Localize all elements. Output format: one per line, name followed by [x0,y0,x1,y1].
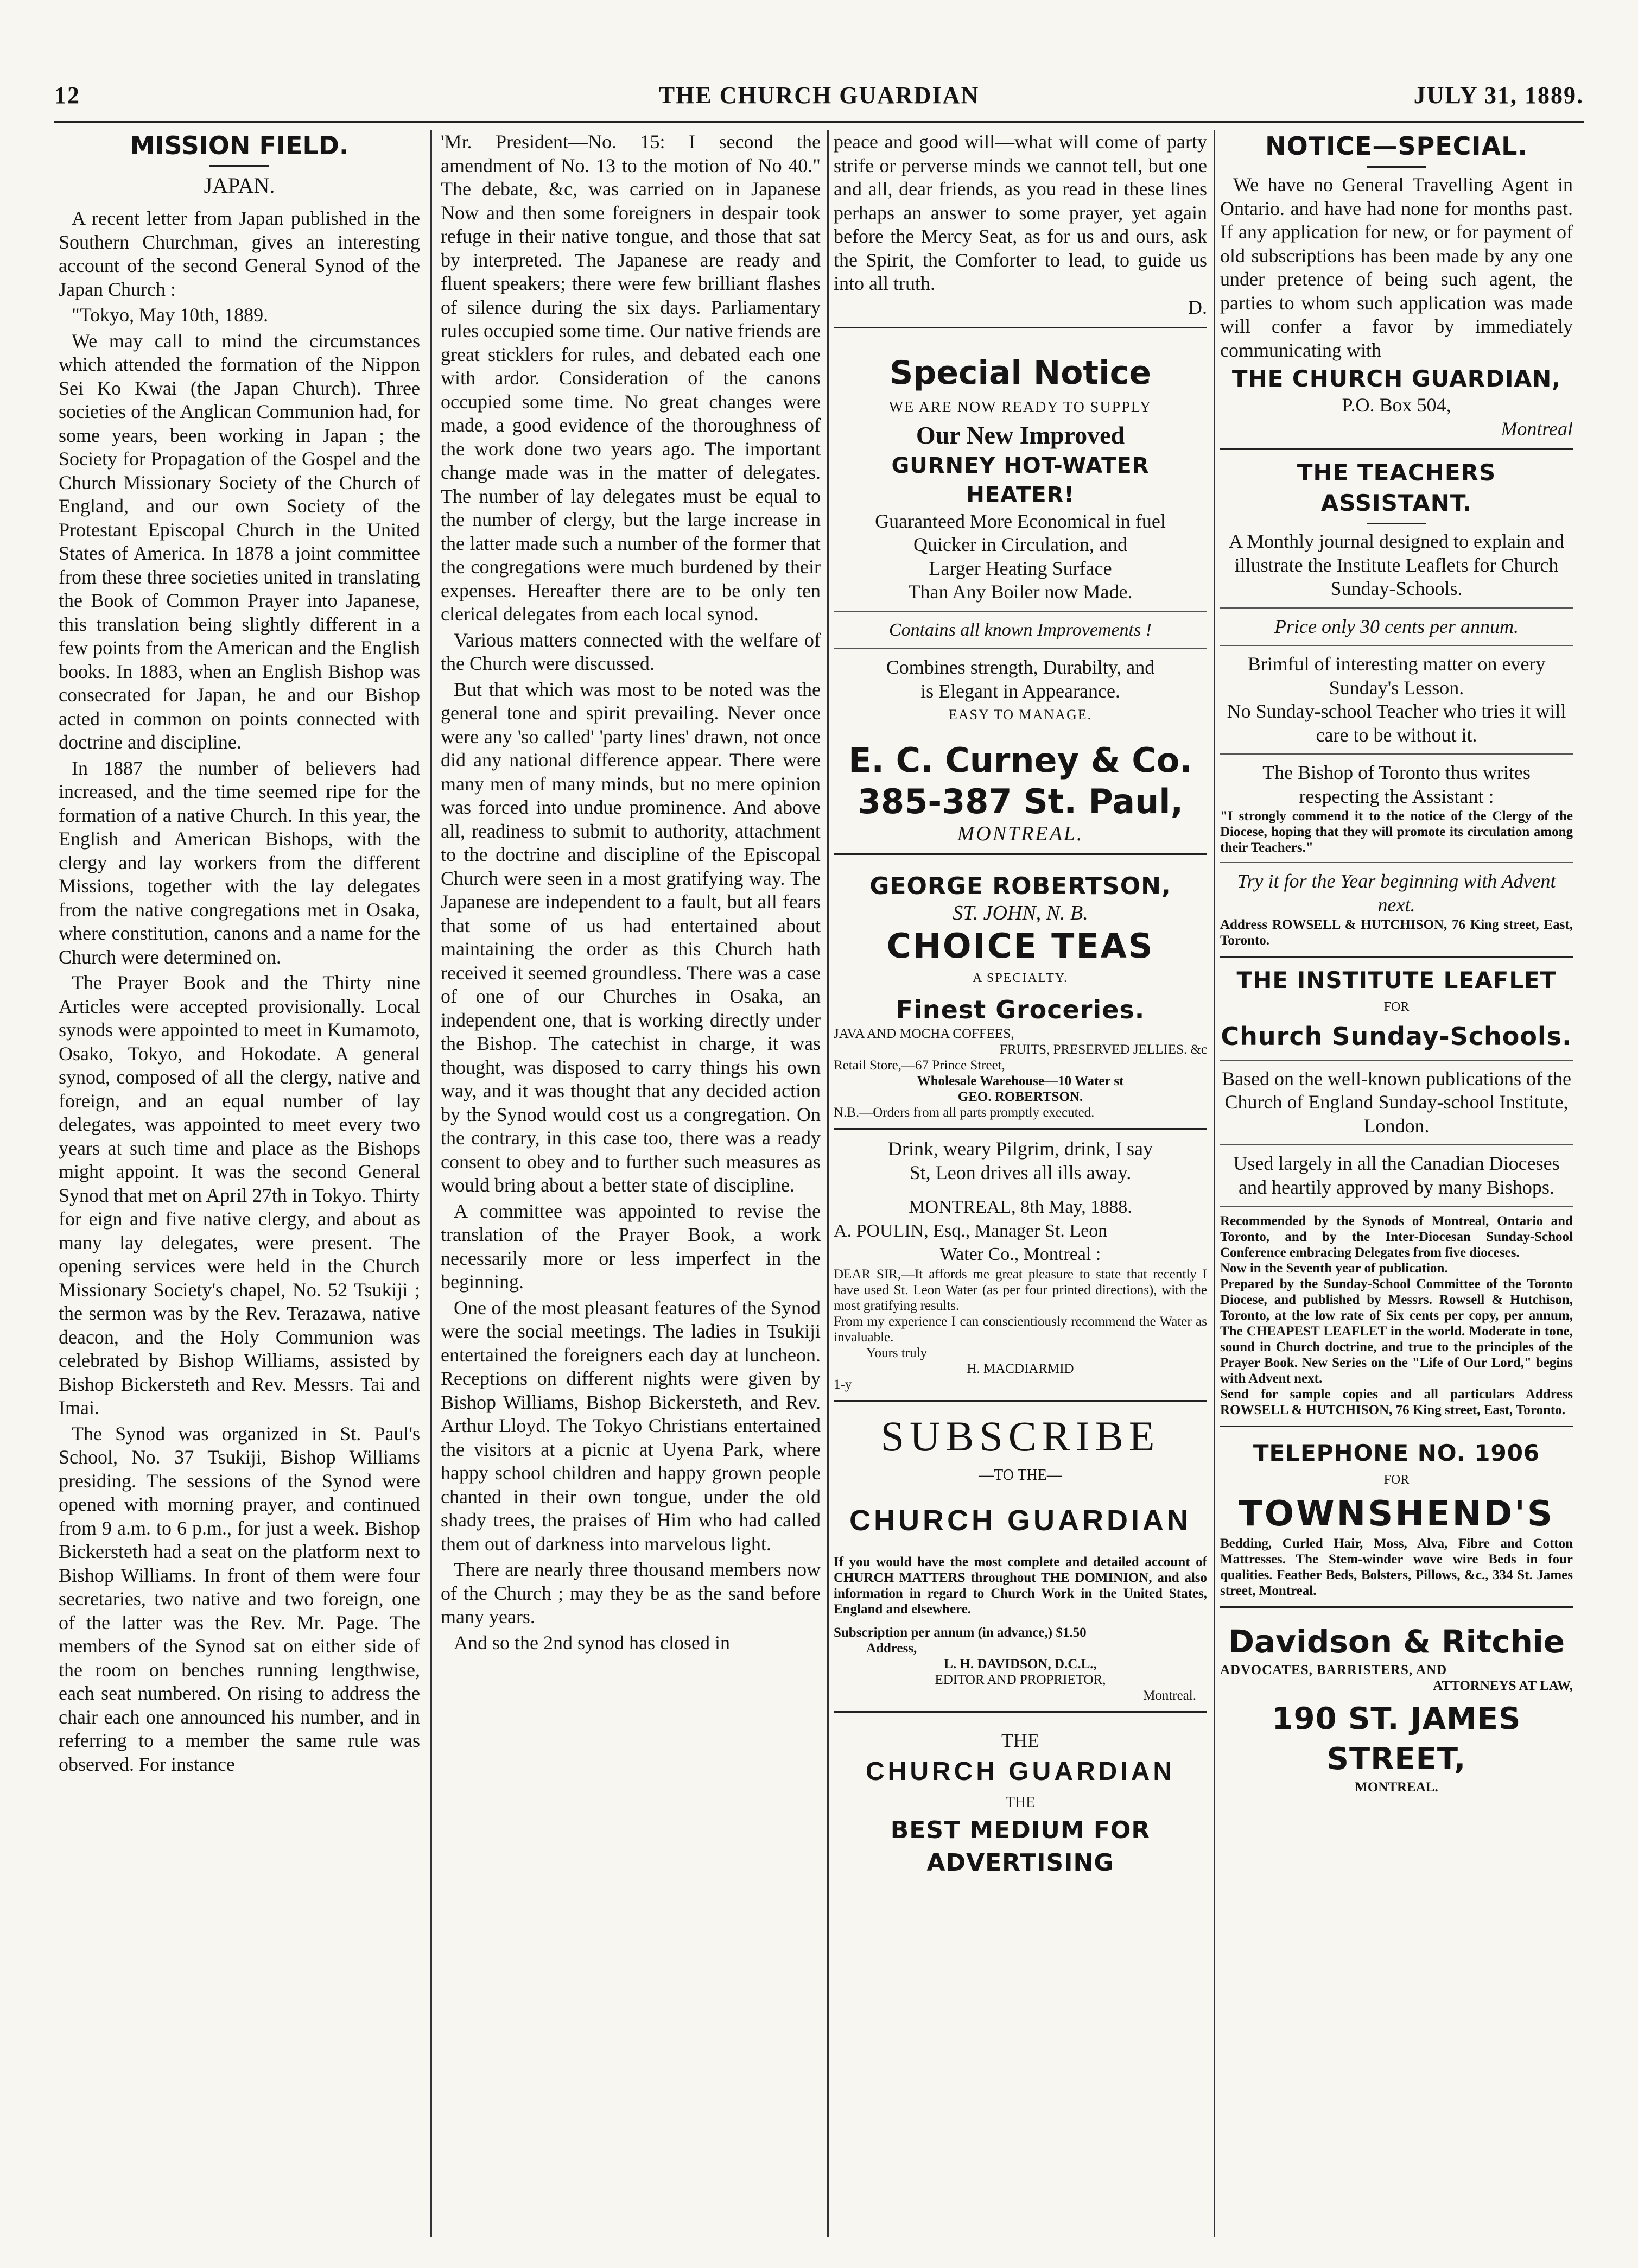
ad-small-print: Recommended by the Synods of Montreal, Ontario and Toronto, and by the Inter-Diocesan Sunday-School Conference embracing Delegates from five dioceses. [1220,1214,1573,1260]
ad-rule [834,1400,1207,1402]
article-paragraph: The Synod was organized in St. Paul's School, No. 37 Tsukiji, Bishop Williams presiding. The sessions of the Synod were opened with morning prayer, and continued from 9 a.m. to 6 p.m., for just a week. Bishop Bickersteth had a seat on the platform next to Bishop Williams. In front of them were four secretaries, two native and two foreign, one of the latter was the Rev. Mr. Page. The members of the Synod sat on either side of the room on benches running lengthwise, each seat numbered. On rising to address the chair each one announced his number, and in referring to a member the same rule was observed. For instance [59,1422,420,1775]
ad-line: Combines strength, Durabilty, and [886,656,1155,678]
ad-rule [1220,1060,1573,1061]
ad-line: JAVA AND MOCHA COFFEES, [834,1027,1014,1041]
ad-body: Bedding, Curled Hair, Moss, Alva, Fibre and Cotton Mattresses. The Stem-winder wove wire Beds in four qualities. Feather Beds, Bolsters, Pillows, &c., 334 St. James street, Montreal. [1220,1536,1573,1598]
ad-line: GURNEY HOT-WATER HEATER! [891,453,1150,508]
ad-rule [1220,1144,1573,1145]
ad-rule [834,1128,1207,1130]
ad-headline: CHURCH GUARDIAN [849,1504,1191,1537]
ad-headline: Church Sunday-Schools. [1221,1021,1572,1051]
ad-line: Drink, weary Pilgrim, drink, I say [888,1138,1153,1160]
ad-townshend [1220,1438,1573,1599]
ad-rule [1220,448,1573,450]
ad-line: FOR [1383,1473,1410,1487]
ad-line: FRUITS, PRESERVED JELLIES. &c [999,1042,1207,1057]
column-divider [1214,130,1215,2237]
ad-headline: THE CHURCH GUARDIAN, [1231,365,1561,392]
ad-gurney-heater [834,350,1207,846]
ad-headline: Finest Groceries. [896,995,1145,1024]
ad-rule [1220,753,1573,755]
short-rule [209,165,269,167]
ad-rule [834,611,1207,612]
ad-rule [834,327,1207,328]
column-article-continued [441,130,821,2237]
ad-note: N.B.—Orders from all parts promptly executed. [834,1105,1095,1120]
section-heading: MISSION FIELD. [130,131,349,160]
ad-headline: BEST MEDIUM FOR ADVERTISING [890,1816,1151,1877]
article-paragraph: There are nearly three thousand members now of the Church ; may they be as the sand before many years. [441,1559,821,1627]
ad-small-print: Now in the Seventh year of publication. [1220,1261,1448,1276]
ad-rule [1220,645,1573,646]
ad-rule [834,853,1207,855]
ad-headline: CHURCH GUARDIAN [866,1757,1175,1786]
article-paragraph: In 1887 the number of believers had increased, and the time seemed ripe for the formation of a native Church. In this year, the English and American Bishops, with the clergy and lay workers from the different Missions, together with the lay delegates from the native congregations met in Osaka, where constitution, canons and a name for the Church were determined on. [59,757,420,968]
ad-line: —TO THE— [979,1466,1062,1484]
page-header [54,81,1584,119]
ad-line: ATTORNEYS AT LAW, [1433,1678,1573,1693]
ad-signature: GEO. ROBERTSON. [957,1089,1083,1104]
ad-line: Water Co., Montreal : [939,1244,1101,1264]
article-signature: D. [1188,296,1207,318]
short-rule [1367,523,1426,524]
ad-city: MONTREAL. [1355,1779,1438,1795]
article-paragraph: One of the most pleasant features of the Synod were the social meetings. The ladies in Tsukiji entertained the foreigners each day at luncheon. Receptions on different nights were given by Bishop Williams, Bishop Bickersteth, and Rev. Arthur Lloyd. The Tokyo Christians entertained the visitors at a picnic at Uyena Park, where happy school children and happy grown people chanted in their own tongue, under the old shady trees, the praises of Him who had called them out of darkness into marvelous light. [441,1296,821,1555]
ad-line: WE ARE NOW READY TO SUPPLY [888,399,1152,416]
article-paragraph: A committee was appointed to revise the translation of the Prayer Book, a work necessarily more or less imperfect in the beginning. [441,1200,821,1293]
ad-line: Quicker in Circulation, and [913,534,1127,555]
ad-rule [834,648,1207,649]
ad-davidson-ritchie [1220,1621,1573,1795]
ad-title: THE TEACHERS ASSISTANT. [1297,459,1496,516]
ad-city: Montreal [1501,417,1573,440]
issue-date: JULY 31, 1889. [1413,82,1584,109]
ad-title: THE INSTITUTE LEAFLET [1236,967,1557,993]
ad-line: Guaranteed More Economical in fuel [875,510,1166,532]
ad-teachers-assistant [1220,458,1573,948]
ad-price: Subscription per annum (in advance,) $1.50 [834,1625,1087,1640]
ad-robertson [834,871,1207,1120]
ad-line: Address, [866,1641,917,1656]
newspaper-title: THE CHURCH GUARDIAN [658,82,980,109]
ad-title: Davidson & Ritchie [1228,1623,1565,1660]
article-paragraph: 'Mr. President—No. 15: I second the amendment of No. 13 to the motion of No 40." The debate, &c, was carried on in Japanese Now and then some foreigners in despair took refuge in their native tongue, and those that sat by interpreted. The Japanese are ready and fluent speakers; there were few brilliant flashes of silence during the six days. Parliamentary rules occupied some time. Our native friends are great sticklers for rules, and debated each one with ardor. Consideration of the canons occupied some time. No great changes were made, a good evidence of the thoroughness of the work done two years ago. The important change made was in the matter of delegates. The number of lay delegates must be equal to the number of clergy, but the large increase in the latter made such a number of the former that the congregations were much burdened by their expenses. Hereafter there are to be only ten clerical delegates from each local synod. [441,131,821,625]
ad-line: ADVOCATES, BARRISTERS, AND [1220,1662,1447,1677]
ad-line: EASY TO MANAGE. [948,707,1093,723]
section-subheading: JAPAN. [204,173,275,198]
ad-title: SUBSCRIBE [880,1412,1160,1460]
ad-body: Based on the well-known publications of the Church of England Sunday-school Institute, London. [1222,1067,1571,1137]
ad-line: Yours truly [866,1345,928,1360]
ad-line: A SPECIALTY. [972,971,1069,985]
ad-body: No Sunday-school Teacher who tries it will care to be without it. [1227,700,1566,746]
article-paragraph: A recent letter from Japan published in the Southern Churchman, gives an interesting account of the second General Synod of the Japan Church : [59,207,420,300]
article-paragraph: And so the 2nd synod has closed in [454,1631,730,1654]
ad-city: ST. JOHN, N. B. [953,902,1088,924]
column-divider [430,130,432,2237]
ad-price: Price only 30 cents per annum. [1274,615,1519,637]
ad-body: Brimful of interesting matter on every Sunday's Lesson. [1247,653,1546,699]
ad-quote: "I strongly commend it to the notice of the Clergy of the Diocese, hoping that they will promote its circulation among their Teachers." [1220,809,1573,855]
article-paragraph: Various matters connected with the welfare of the Church were discussed. [441,629,821,674]
ad-title: TELEPHONE NO. 1906 [1253,1440,1540,1466]
ad-rule [1220,1606,1573,1608]
notice-special [1220,130,1573,441]
ad-title: NOTICE—SPECIAL. [1265,131,1528,161]
ad-line: THE [1005,1794,1036,1811]
ad-tag: 1-y [834,1377,852,1392]
ad-headline: CHOICE TEAS [886,926,1154,966]
ad-line: Wholesale Warehouse—10 Water st [917,1074,1124,1088]
ad-address: Address ROWSELL & HUTCHISON, 76 King street, East, Toronto. [1220,917,1573,948]
ad-line: Our New Improved [916,421,1125,449]
column-advertisements-center [834,130,1207,2237]
ad-letter: DEAR SIR,—It affords me great pleasure to state that recently I have used St. Leon Water (as per four printed directions), with the most gratifying results. [834,1266,1207,1313]
ad-title: GEORGE ROBERTSON, [869,872,1171,900]
ad-address: 385-387 St. Paul, [857,781,1184,821]
ad-city: MONTREAL. [957,822,1084,845]
ad-line: Retail Store,—67 Prince Street, [834,1058,1005,1073]
ad-signature: H. MACDIARMID [967,1361,1074,1376]
ad-st-leon [834,1137,1207,1392]
article-paragraph: But that which was most to be noted was the general tone and spirit prevailing. Never once were any 'so called' 'party lines' drawn, not once did any national difference appear. There were many men of many minds, but no mere opinion was forced into undue prominence. And above all, readiness to submit to authority, attachment to the doctrine and discipline of the Episcopal Church were seen in a most gratifying way. The Japanese are independent to a fault, but all fears that some of us had entertained about maintaining the order as this Church hath received it seemed groundless. There was a case of one of our Churches in Osaka, an independent one, that is working directly under the Bishop. The catechist in charge, it was thought, was disposed to carry things his own way, and it was thought that any decided action by the Synod would cost us a congregation. On the contrary, in this case too, there was a ready consent to obey and to further such measures as would bring about a better state of discipline. [441,678,821,1196]
article-ending: peace and good will—what will come of party strife or perverse minds we cannot tell, but one and all, dear friends, as you read in these lines perhaps an answer to some prayer, yet again before the Mercy Seat, as for us and ours, ask the Spirit, the Comforter to lead, to guide us into all truth. [834,131,1207,294]
article-paragraph: The Prayer Book and the Thirty nine Articles were accepted provisionally. Local synods were appointed to meet in Kumamoto, Osako, Tokyo, and Hokodate. A general synod, composed of all the clergy, native and foreign, and an equal number of lay delegates, was appointed to meet every two years at such time and place as the Bishops might appoint. It was the second General Synod that met on April 27th in Tokyo. Thirty for eign and five native clergy, and about as many lay delegates, were present. The opening services were held in the Church Missionary Society's chapel, No. 52 Tsukiji ; the sermon was by the Rev. Terazawa, native deacon, and the Holy Communion was celebrated by Bishop Williams, assisted by Bishop Bickersteth and Rev. Messrs. Tai and Imai. [59,972,420,1418]
ad-line: EDITOR AND PROPRIETOR, [935,1673,1106,1687]
ad-body: If you would have the most complete and detailed account of CHURCH MATTERS throughout THE DOMINION, and also information in regard to Church Work in the United States, England and elsewhere. [834,1555,1207,1617]
ad-address: 190 ST. JAMES STREET, [1272,1701,1521,1777]
ad-line: A. POULIN, Esq., Manager St. Leon [834,1220,1108,1241]
ad-line: Than Any Boiler now Made. [908,581,1133,603]
short-rule [1367,166,1426,168]
ad-letter: From my experience I can conscientiously recommend the Water as invaluable. [834,1314,1207,1345]
column-advertisements-right [1220,130,1573,2237]
ad-company: E. C. Curney & Co. [848,740,1192,780]
ad-small-print: Send for sample copies and all particulars Address ROWSELL & HUTCHISON, 76 King street, East, Toronto. [1220,1387,1573,1417]
ad-subscribe [834,1409,1207,1704]
ad-small-print: Prepared by the Sunday-School Committee of the Toronto Diocese, and published by Messrs. Rowsell & Hutchison, Toronto, at the low rate of Six cents per copy, per annum, The CHEAPEST LEAFLET in the world. Moderate in tone, sound in Church doctrine, and true to the principles of the Prayer Book. New Series on the "Life of Our Lord," begins with Advent next. [1220,1277,1573,1386]
ad-date: MONTREAL, 8th May, 1888. [909,1197,1132,1217]
ad-city: Montreal. [1143,1688,1196,1703]
ad-line: Larger Heating Surface [929,557,1112,579]
column-divider [827,130,829,2237]
ad-line: Try it for the Year beginning with Advent next. [1237,870,1556,916]
ad-name: L. H. DAVIDSON, D.C.L., [944,1657,1097,1671]
ad-headline: TOWNSHEND'S [1239,1493,1554,1534]
ad-body: We have no General Travelling Agent in Ontario. and have had none for months past. If any application for new, or for payment of old subscriptions has been made by any one under pretence of being such agent, the parties to whom such application was made will confer a favor by immediately communicating with [1220,174,1573,361]
ad-body: The Bishop of Toronto thus writes respecting the Assistant : [1262,762,1531,807]
page-number: 12 [54,82,80,109]
ad-line: Contains all known Improvements ! [888,619,1152,640]
ad-line: FOR [1383,1000,1410,1014]
ad-rule [1220,1426,1573,1427]
ad-body: Used largely in all the Canadian Dioceses and heartily approved by many Bishops. [1233,1152,1560,1198]
ad-rule [1220,862,1573,863]
ad-institute-leaflet [1220,965,1573,1418]
ad-line: THE [1001,1729,1039,1751]
article-paragraph: We may call to mind the circumstances which attended the formation of the Nippon Sei Ko Kwai (the Japan Church). Three societies of the Anglican Communion had, for some years, been working in Japan ; the Society for Propagation of the Gospel and the Church Missionary Society of the Church of England, and our own Society of the Protestant Episcopal Church in the United States of America. In 1878 a joint committee from these three societies united in translating the Book of Common Prayer into Japanese, this translation being slightly different in a few points from the American and the English books. In 1883, when an English Bishop was consecrated for Japan, he and our Bishop acted in common on points connected with doctrine and discipline. [59,330,420,753]
ad-line: is Elegant in Appearance. [920,680,1120,702]
ad-line: P.O. Box 504, [1342,394,1451,416]
column-mission-field [59,130,420,2237]
ad-line: St, Leon drives all ills away. [909,1161,1132,1183]
article-paragraph: "Tokyo, May 10th, 1889. [72,304,269,326]
ad-body: A Monthly journal designed to explain and illustrate the Institute Leaflets for Church Sunday-Schools. [1229,530,1564,599]
ad-rule [834,1711,1207,1713]
ad-advertising [834,1729,1207,1879]
ad-rule [1220,956,1573,958]
ad-rule [1220,607,1573,609]
header-rule [54,121,1584,123]
ad-rule [1220,1206,1573,1207]
ad-title: Special Notice [890,354,1151,392]
